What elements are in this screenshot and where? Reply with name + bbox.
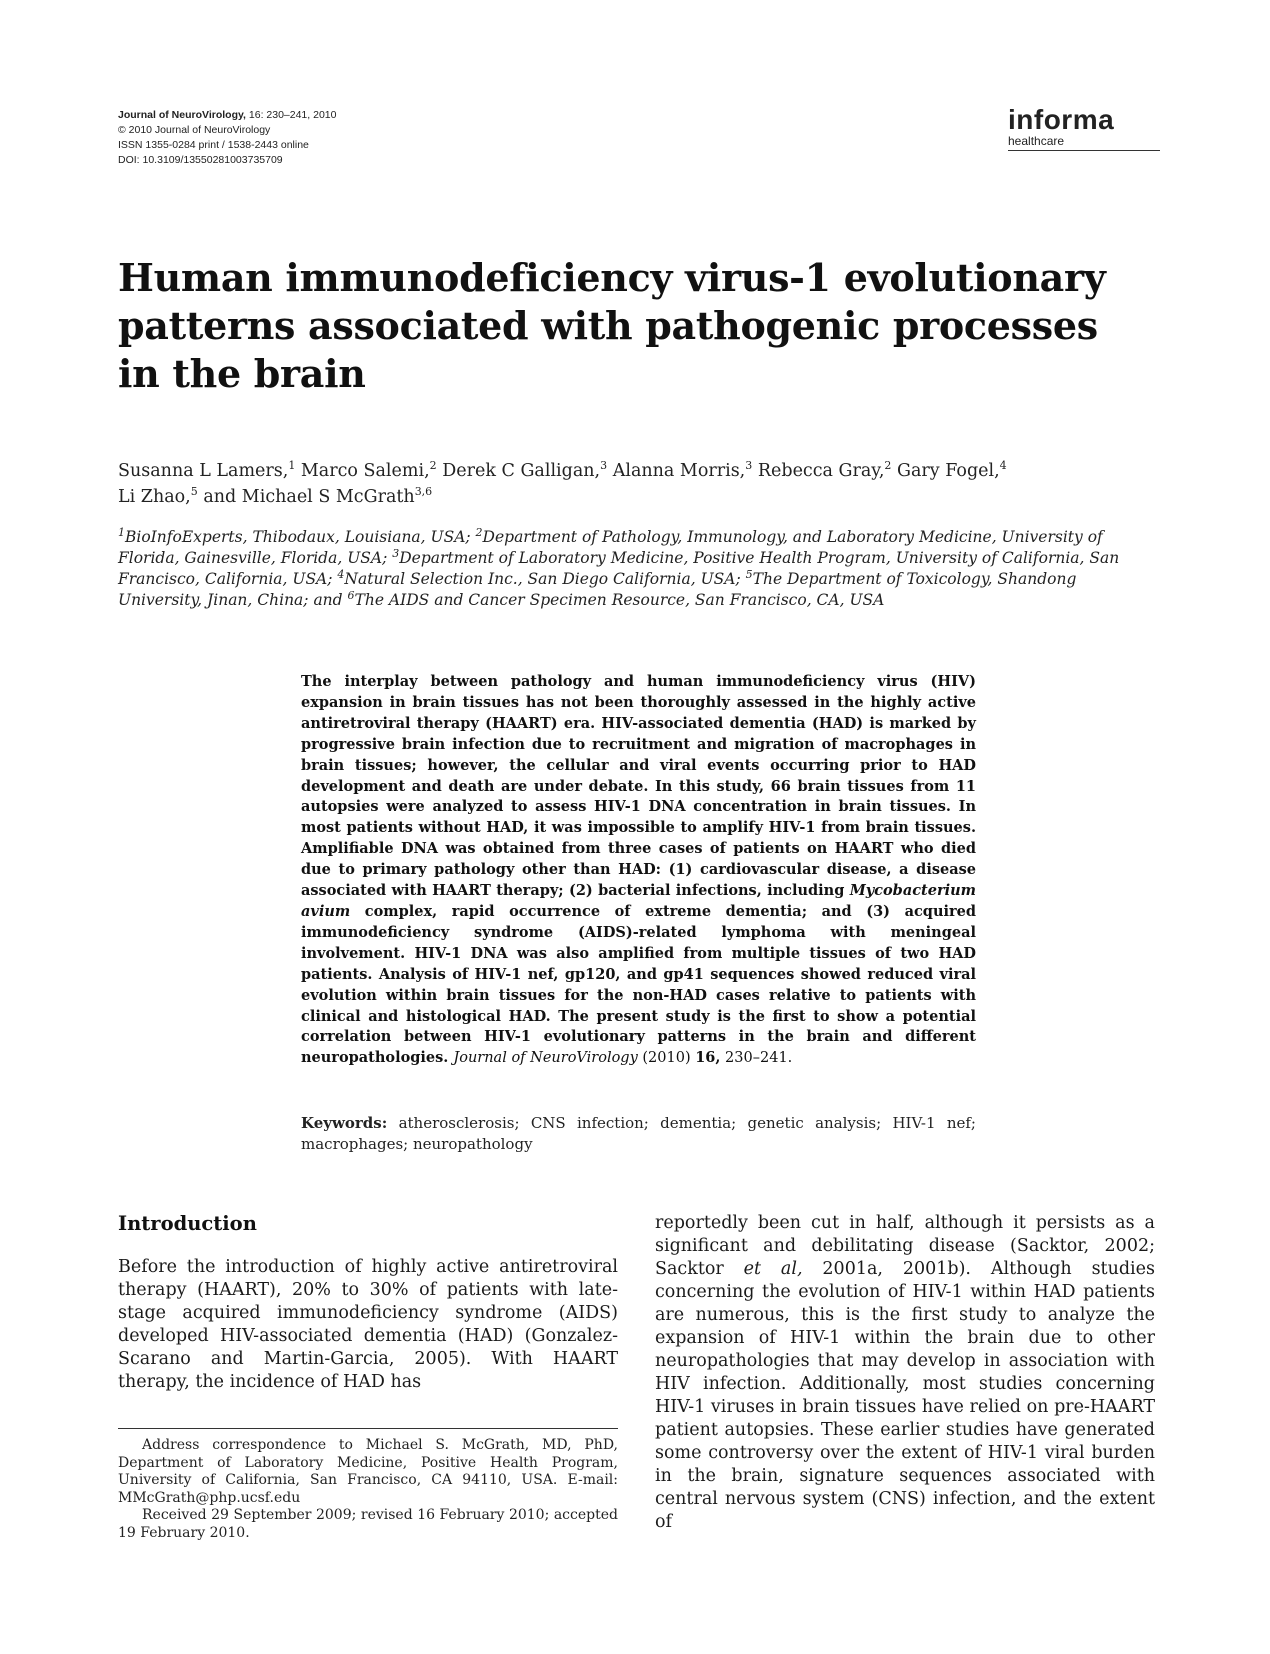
author: Alanna Morris,$^3$ bbox=[612, 459, 753, 481]
affiliation: $^2$Department of Pathology, Immunology, and Laboratory Medicine, University of Florida, Gainesville, Florida, USA; bbox=[118, 525, 1103, 567]
species-name: Mycobacterium avium bbox=[301, 882, 976, 920]
author: Li Zhao,$^5$ bbox=[118, 485, 198, 507]
article-title: Human immunodeficiency virus-1 evolutionary patterns associated with pathogenic processes in the brain bbox=[118, 255, 1106, 396]
affiliation: $^3$Department of Laboratory Medicine, Positive Health Program, University of California, San Francisco, California, USA; bbox=[118, 546, 1120, 588]
journal-issn: ISSN 1355-0284 print / 1538-2443 online bbox=[118, 139, 309, 151]
footnote-divider bbox=[118, 1428, 618, 1429]
abstract-citation: Journal of NeuroVirology (2010) 16, 230–241. bbox=[453, 1049, 793, 1067]
journal-volume-pages: 16: 230–241, 2010 bbox=[245, 109, 337, 121]
affiliation: $^4$Natural Selection Inc., San Diego California, USA; bbox=[337, 567, 746, 588]
affiliation: $^5$The Department of Toxicology, Shandong University, Jinan, China; and bbox=[118, 567, 1077, 609]
publisher-subbrand: healthcare bbox=[1008, 134, 1065, 148]
author: Marco Salemi,$^2$ bbox=[300, 459, 437, 481]
journal-info bbox=[118, 108, 336, 168]
correspondence-note: Address correspondence to Michael S. McGrath, MD, PhD, Department of Laboratory Medicine, Positive Health Program, University of California, San Francisco, CA 94110, USA. E-mail: MMcGrath@php.ucsf.edu bbox=[118, 1437, 618, 1506]
affiliation: $^1$BioInfoExperts, Thibodaux, Louisiana, USA; bbox=[118, 525, 476, 546]
author: Susanna L Lamers,$^1$ bbox=[118, 459, 296, 481]
received-dates-note: Received 29 September 2009; revised 16 February 2010; accepted 19 February 2010. bbox=[118, 1507, 618, 1541]
author: and Michael S McGrath$^{3,6}$ bbox=[203, 485, 433, 507]
author: Derek C Galligan,$^3$ bbox=[442, 459, 608, 481]
footnotes bbox=[118, 1437, 618, 1542]
author: Gary Fogel,$^4$ bbox=[897, 459, 1007, 481]
publisher-brand: informa bbox=[1008, 104, 1115, 135]
keywords-label: Keywords: bbox=[301, 1114, 388, 1132]
affiliations bbox=[118, 527, 1158, 611]
author-list bbox=[118, 458, 1158, 510]
publisher-logo bbox=[1008, 106, 1160, 151]
body-column-right: reportedly been cut in half, although it persists as a significant and debilitating disease (Sacktor, 2002; Sacktor et al, 2001a, 2001b). Although studies concerning the evolution of HIV-1 within HAD patients are numerous, this is the first study to analyze the expansion of HIV-1 within the brain due to other neuropathologies that may develop in association with HIV infection. Additionally, most studies concerning HIV-1 viruses in brain tissues have relied on pre-HAART patient autopsies. These earlier studies have generated some controversy over the extent of HIV-1 viral burden in the brain, signature sequences associated with central nervous system (CNS) infection, and the extent of bbox=[655, 1213, 1155, 1532]
journal-doi: DOI: 10.3109/13550281003735709 bbox=[118, 154, 283, 166]
body-column-left: Before the introduction of highly active antiretroviral therapy (HAART), 20% to 30% of patients with late-stage acquired immunodeficiency syndrome (AIDS) developed HIV-associated dementia (HAD) (Gonzalez-Scarano and Martin-Garcia, 2005). With HAART therapy, the incidence of HAD has bbox=[118, 1257, 618, 1392]
journal-citation-line bbox=[118, 108, 336, 123]
keywords-list: atherosclerosis; CNS infection; dementia; genetic analysis; HIV-1 nef; macrophages; neuropathology bbox=[301, 1114, 976, 1153]
keywords bbox=[301, 1113, 976, 1155]
affiliation: $^6$The AIDS and Cancer Specimen Resource, San Francisco, CA, USA bbox=[347, 588, 885, 609]
author: Rebecca Gray,$^2$ bbox=[757, 459, 892, 481]
section-heading-introduction: Introduction bbox=[118, 1212, 257, 1235]
journal-name: Journal of NeuroVirology, bbox=[118, 109, 246, 121]
abstract: The interplay between pathology and human immunodeficiency virus (HIV) expansion in brain tissues has not been thoroughly assessed in the highly active antiretroviral therapy (HAART) era. HIV-associated dementia (HAD) is marked by progressive brain infection due to recruitment and migration of macrophages in brain tissues; however, the cellular and viral events occurring prior to HAD development and death are under debate. In this study, 66 brain tissues from 11 autopsies were analyzed to assess HIV-1 DNA concentration in brain tissues. In most patients without HAD, it was impossible to amplify HIV-1 from brain tissues. Amplifiable DNA was obtained from three cases of patients on HAART who died due to primary pathology other than HAD: (1) cardiovascular disease, a disease associated with HAART therapy; (2) bacterial infections, including Mycobacterium avium complex, rapid occurrence of extreme dementia; and (3) acquired immunodeficiency syndrome (AIDS)-related lymphoma with meningeal involvement. HIV-1 DNA was also amplified from multiple tissues of two HAD patients. Analysis of HIV-1 nef, gp120, and gp41 sequences showed reduced viral evolution within brain tissues for the non-HAD cases relative to patients with clinical and histological HAD. The present study is the first to show a potential correlation between HIV-1 evolutionary patterns in the brain and different neuropathologies. Journal of NeuroVirology (2010) 16, 230–241. bbox=[301, 673, 976, 1067]
journal-copyright: © 2010 Journal of NeuroVirology bbox=[118, 124, 271, 136]
